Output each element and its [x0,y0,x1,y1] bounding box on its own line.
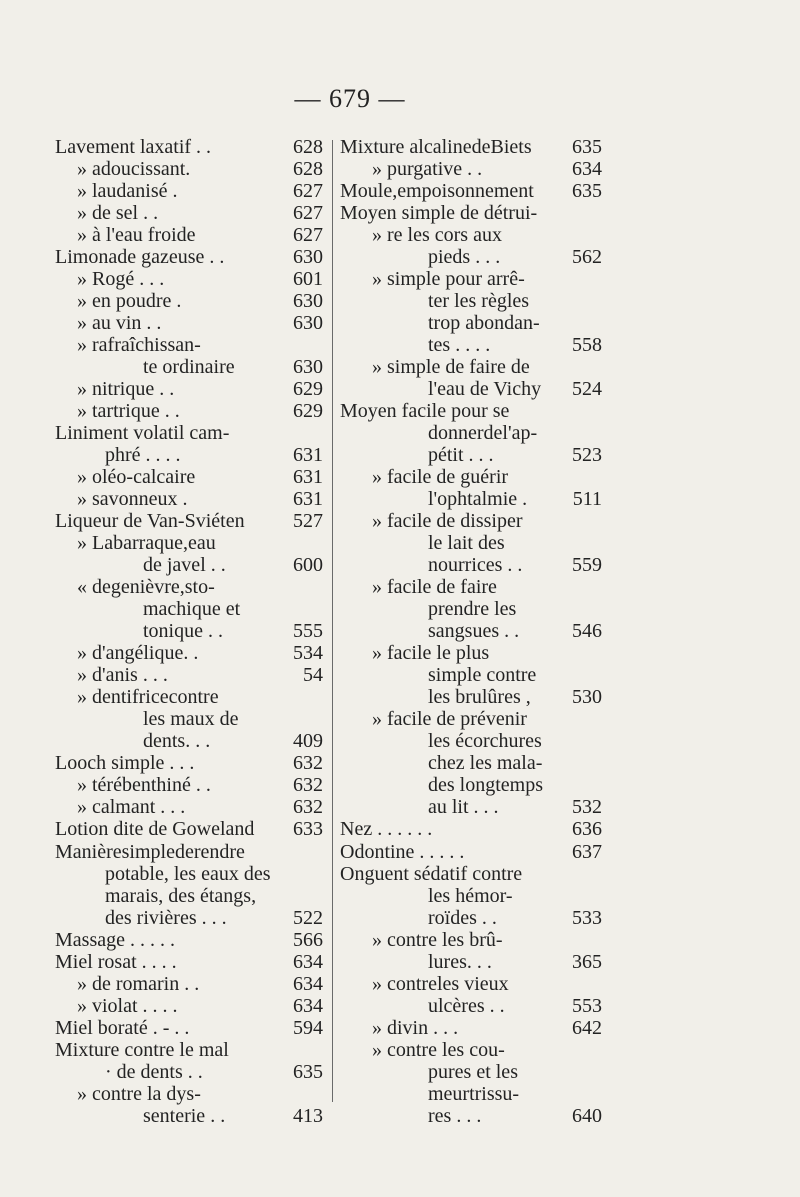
entry-text: » oléo-calcaire [77,466,196,489]
entry-page-number: 601 [293,268,323,291]
entry-text: » dentifricecontre [77,686,219,709]
entry-page-number: 635 [572,180,602,203]
index-entry [55,378,323,400]
index-entry [340,951,602,973]
index-column-left [55,136,323,1127]
index-entry [340,554,602,576]
entry-text: » laudanisé . [77,180,178,203]
entry-page-number: 627 [293,224,323,247]
entry-page-number: 555 [293,620,323,643]
index-entry [55,224,323,246]
index-entry [340,686,602,708]
index-entry [340,973,602,995]
index-entry [340,356,602,378]
entry-page-number: 632 [293,796,323,819]
index-entry [55,1105,323,1127]
index-entry [340,885,602,907]
entry-page-number: 562 [572,246,602,269]
entry-text: Odontine . . . . . [340,840,465,863]
index-entry [340,598,602,620]
index-entry [55,488,323,510]
entry-text: « degenièvre,sto- [77,576,215,599]
index-entry [55,576,323,598]
entry-text: Lavement laxatif . . [55,136,212,158]
index-entry [340,400,602,422]
index-entry [340,1017,602,1039]
index-entry [55,818,323,840]
entry-text: » savonneux . [77,488,188,511]
entry-text: machique et [143,598,241,621]
index-entry [55,400,323,422]
entry-page-number: 365 [572,950,602,973]
index-entry [55,598,323,620]
index-entry [55,863,323,885]
entry-text: pétit . . . [428,444,494,467]
index-entry [55,268,323,290]
index-entry [55,708,323,730]
entry-text: l'eau de Vichy [428,378,542,401]
entry-text: Liqueur de Van-Sviéten [55,510,245,533]
entry-text: lures. . . [428,950,492,973]
entry-page-number: 558 [572,334,602,357]
entry-text: Mixture alcalinedeBiets [340,136,532,158]
index-entry [55,1061,323,1083]
index-entry [55,907,323,929]
entry-text: Moyen facile pour se [340,400,510,423]
entry-text: » facile de guérir [372,466,509,489]
entry-page-number: 630 [293,312,323,335]
entry-text: te ordinaire [143,356,235,379]
entry-page-number: 533 [572,906,602,929]
entry-page-number: 631 [293,466,323,489]
entry-text: pieds . . . [428,246,501,269]
entry-page-number: 553 [572,994,602,1017]
entry-text: » contre les cou- [372,1038,505,1061]
index-entry [55,1017,323,1039]
index-entry [55,730,323,752]
index-entry [55,356,323,378]
index-entry [55,929,323,951]
entry-text: les maux de [143,708,239,731]
index-entry [55,1039,323,1061]
entry-page-number: 630 [293,356,323,379]
entry-page-number: 559 [572,554,602,577]
entry-page-number: 413 [293,1104,323,1127]
entry-page-number: 527 [293,510,323,533]
index-entry [340,466,602,488]
index-entry [55,246,323,268]
entry-text: » rafraîchissan- [77,334,201,357]
entry-page-number: 532 [572,796,602,819]
entry-page-number: 631 [293,444,323,467]
entry-text: » à l'eau froide [77,224,196,247]
index-entry [340,444,602,466]
entry-text: phré . . . . [105,444,181,467]
entry-text: » simple pour arrê- [372,268,525,291]
entry-text: de javel . . [143,554,226,577]
index-entry [340,796,602,818]
entry-text: Onguent sédatif contre [340,862,523,885]
index-entry [340,730,602,752]
entry-text: trop abondan- [428,312,540,335]
entry-text: tonique . . [143,620,223,643]
entry-text: des longtemps [428,774,543,797]
entry-text: les hémor- [428,884,513,907]
entry-text: le lait des [428,532,505,555]
entry-text: » en poudre . [77,290,182,313]
entry-text: » d'angélique. . [77,642,199,665]
entry-text: » contre les brû- [372,928,503,951]
entry-text: » tartrique . . [77,400,180,423]
entry-page-number: 630 [293,290,323,313]
entry-page-number: 631 [293,488,323,511]
index-entry [340,1105,602,1127]
index-entry [340,620,602,642]
entry-page-number: 627 [293,202,323,225]
entry-page-number: 409 [293,730,323,753]
entry-text: » térébenthiné . . [77,774,211,797]
entry-text: les écorchures [428,730,542,753]
index-entry [55,642,323,664]
index-entry [55,444,323,466]
index-entry [55,774,323,796]
index-entry [55,466,323,488]
index-entry [340,180,602,202]
index-entry [55,885,323,907]
index-entry [340,995,602,1017]
index-entry [55,334,323,356]
index-entry [55,796,323,818]
entry-text: Massage . . . . . [55,928,175,951]
entry-text: » simple de faire de [372,356,530,379]
index-entry [55,620,323,642]
index-entry [340,708,602,730]
entry-page-number: 642 [572,1016,602,1039]
entry-text: sangsues . . [428,620,520,643]
index-entry [55,422,323,444]
entry-text: dents. . . [143,730,211,753]
index-entry [55,554,323,576]
index-entry [55,686,323,708]
entry-text: donnerdel'ap- [428,422,538,445]
entry-text: » Rogé . . . [77,268,165,291]
entry-text: » violat . . . . [77,994,178,1017]
column-divider [332,140,333,1102]
index-entry [340,863,602,885]
entry-text: roïdes . . [428,906,497,929]
index-entry [340,488,602,510]
index-entry [55,290,323,312]
entry-page-number: 633 [293,818,323,841]
entry-text: » Labarraque,eau [77,532,216,555]
index-entry [55,202,323,224]
index-entry [55,664,323,686]
entry-text: Miel boraté . - . . [55,1016,190,1039]
index-entry [340,1083,602,1105]
entry-text: » calmant . . . [77,796,186,819]
index-entry [55,951,323,973]
index-entry [340,422,602,444]
index-entry [340,136,602,158]
index-entry [340,246,602,268]
entry-page-number: 534 [293,642,323,665]
index-entry [340,202,602,224]
entry-page-number: 635 [293,1060,323,1083]
index-entry [55,995,323,1017]
entry-text: » de sel . . [77,202,159,225]
index-entry [340,532,602,554]
page-number: — 679 — [294,84,406,113]
index-entry [55,532,323,554]
entry-text: » facile de prévenir [372,708,527,731]
entry-page-number: 629 [293,400,323,423]
index-entry [340,158,602,180]
entry-text: Miel rosat . . . . [55,950,177,973]
entry-page-number: 511 [572,488,602,511]
entry-page-number: 630 [293,246,323,269]
entry-text: » purgative . . [372,158,483,181]
index-entry [340,841,602,863]
entry-page-number: 632 [293,752,323,775]
entry-text: » contre la dys- [77,1082,201,1105]
index-entry [55,136,323,158]
entry-text: Looch simple . . . [55,752,195,775]
entry-text: » re les cors aux [372,224,502,247]
index-entry [55,180,323,202]
entry-page-number: 628 [293,136,323,158]
entry-text: » adoucissant. [77,158,191,181]
entry-text: potable, les eaux des [105,862,271,885]
entry-page-number: 640 [572,1104,602,1127]
entry-page-number: 634 [293,950,323,973]
entry-text: senterie . . [143,1104,226,1127]
entry-text: l'ophtalmie . [428,488,528,511]
entry-page-number: 636 [572,818,602,841]
entry-page-number: 634 [293,972,323,995]
entry-text: Lotion dite de Goweland [55,818,255,841]
entry-text: » nitrique . . [77,378,175,401]
entry-text: pures et les [428,1060,518,1083]
index-column-right [340,136,602,1127]
entry-text: tes . . . . [428,334,491,357]
entry-page-number: 635 [572,136,602,158]
index-entry [340,510,602,532]
entry-text: meurtrissu- [428,1082,520,1105]
entry-page-number: 634 [572,158,602,181]
index-entry [340,224,602,246]
entry-text: » de romarin . . [77,972,200,995]
index-entry [55,841,323,863]
index-entry [340,929,602,951]
entry-page-number: 524 [572,378,602,401]
entry-text: » contreles vieux [372,972,509,995]
entry-text: les brulûres , [428,686,531,709]
entry-text: Mixture contre le mal [55,1038,229,1061]
entry-text: · de dents . . [105,1060,203,1083]
entry-text: » facile le plus [372,642,490,665]
entry-text: Moyen simple de détrui- [340,202,538,225]
entry-page-number: 632 [293,774,323,797]
entry-text: res . . . [428,1104,482,1127]
index-entry [340,268,602,290]
index-entry [340,576,602,598]
entry-text: au lit . . . [428,796,499,819]
entry-text: simple contre [428,664,537,687]
entry-page-number: 629 [293,378,323,401]
index-entry [340,907,602,929]
entry-text: prendre les [428,598,517,621]
index-entry [340,290,602,312]
entry-text: Moule,empoisonnement [340,180,534,203]
index-entry [55,973,323,995]
index-entry [340,1061,602,1083]
entry-text: des rivières . . . [105,906,227,929]
index-entry [340,664,602,686]
entry-page-number: 594 [293,1016,323,1039]
entry-text: Liniment volatil cam- [55,422,230,445]
entry-page-number: 628 [293,158,323,181]
entry-text: » au vin . . [77,312,162,335]
entry-text: marais, des étangs, [105,884,257,907]
entry-page-number: 523 [572,444,602,467]
entry-text: » divin . . . [372,1016,459,1039]
entry-text: ter les règles [428,290,530,313]
entry-text: Manièresimplederendre [55,840,245,863]
entry-text: chez les mala- [428,752,543,775]
entry-text: Nez . . . . . . [340,818,433,841]
entry-text: » facile de dissiper [372,510,523,533]
entry-page-number: 530 [572,686,602,709]
entry-text: ulcères . . [428,994,505,1017]
index-entry [55,158,323,180]
index-entry [55,510,323,532]
entry-page-number: 600 [293,554,323,577]
entry-text: » facile de faire [372,576,497,599]
entry-page-number: 546 [572,620,602,643]
index-entry [340,642,602,664]
entry-text: » d'anis . . . [77,664,168,687]
index-entry [340,334,602,356]
index-entry [340,752,602,774]
entry-page-number: 634 [293,994,323,1017]
entry-text: nourrices . . [428,554,523,577]
entry-text: Limonade gazeuse . . [55,246,225,269]
entry-page-number: 54 [303,664,323,687]
index-entry [340,1039,602,1061]
entry-page-number: 637 [572,840,602,863]
entry-page-number: 566 [293,928,323,951]
index-entry [55,312,323,334]
index-entry [340,818,602,840]
index-entry [55,752,323,774]
index-entry [340,312,602,334]
index-entry [340,378,602,400]
entry-page-number: 627 [293,180,323,203]
index-entry [340,774,602,796]
entry-page-number: 522 [293,906,323,929]
index-entry [55,1083,323,1105]
